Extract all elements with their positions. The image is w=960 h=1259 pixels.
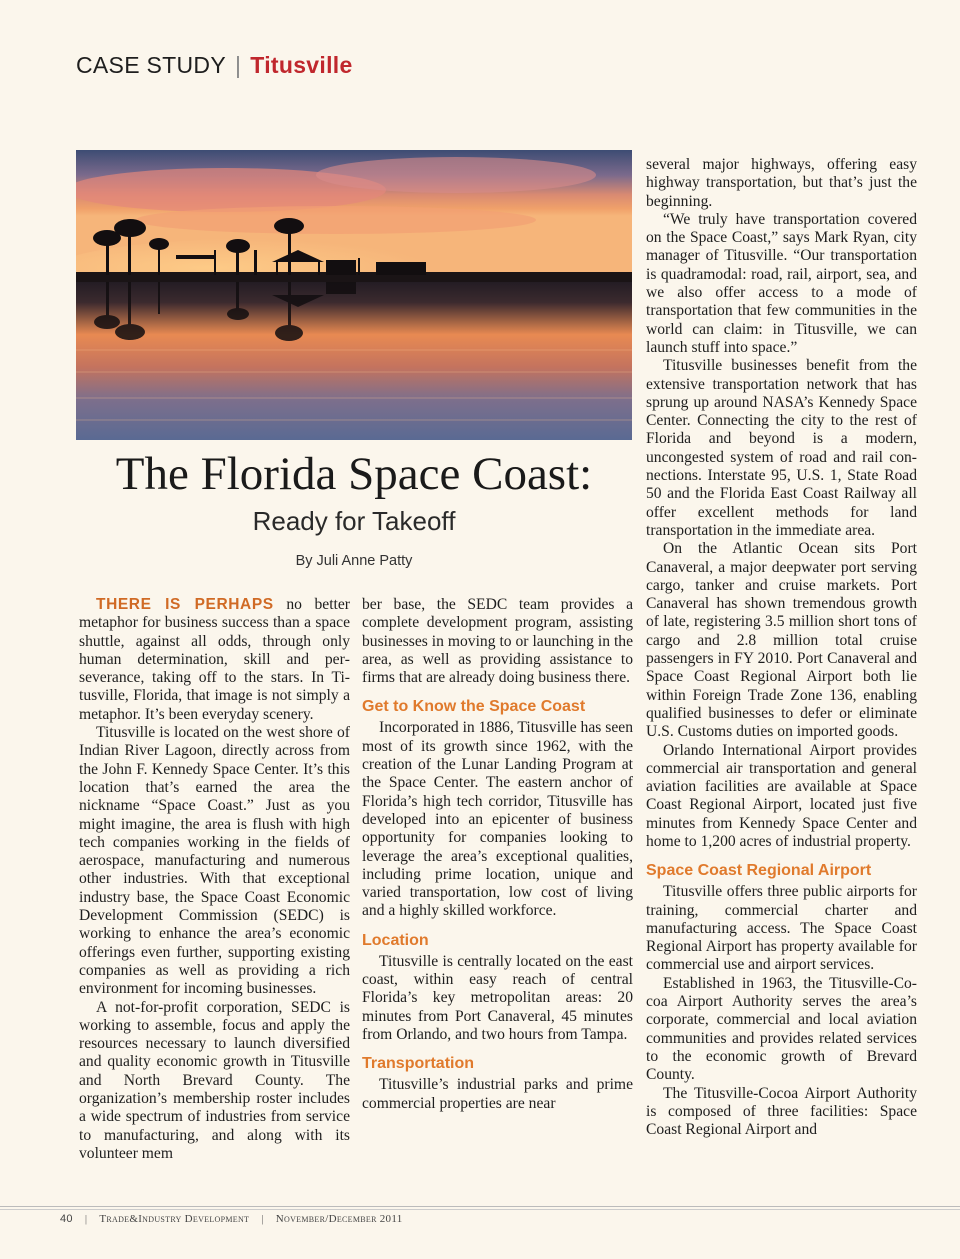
paragraph [79,596,350,724]
subhead: Get to Know the Space Coast [362,698,586,716]
paragraph: The Titusville-Cocoa Airport Authority is composed of three facilities: Space Coast Regional Airport and [646,1084,917,1139]
paragraph: Titusville offers three public airports for training, commercial charter and manufacturing access. The Space Coast Regional Airport has property available for commercial use and airport services. [646,883,917,974]
paragraph: Titusville is located on the west shore of Indian River Lagoon, directly across from the John F. Kennedy Space Center. It’s this location that’s earned the area the nickname “Space Coast.” Just as you might imagine, the area is flush with high tech companies working in the fields of aerospace, manufacturing and numerous other industries. With that exceptional industry base, the Space Coast Economic Development Commission (SEDC) is working to enhance the area’s economic offerings even further, supporting existing companies as well as providing a rich environment for incoming businesses. [79,724,350,998]
paragraph: A not-for-profit corporation, SEDC is working to assemble, focus and apply the resources necessary to launch diversified and quality economic growth in Titusville and North Brevard County. The organization’s membership roster includes a wide spectrum of industries from service to manufacturing, and along with its volunteer mem [79,998,350,1162]
section-label: CASE STUDY [76,52,226,78]
paragraph: Orlando International Airport provides commercial air transportation and general aviation facilities are available at Space Coast Regional Airport, located just five minutes from Kennedy Space Center and home to 1,200 acres of industrial property. [646,741,917,850]
article-column-1 [79,596,350,1163]
page-footer [60,1213,403,1225]
article-column-3 [646,156,917,1139]
subhead: Transportation [362,1055,475,1073]
paragraph: “We truly have transportation covered on the Space Coast,” says Mark Ryan, city manager of Titusville. “Our transportation is quadramodal: road, rail, airport, sea, and we also offer access to a mode of transportation that few communities in the world can claim: in Titusville, we can launch stuff into space.” [646,210,917,356]
issue-date: November/December 2011 [275,1213,403,1225]
header-separator: | [234,52,242,78]
paragraph: Titusville’s industrial parks and prime commercial properties are near [362,1076,633,1112]
lead-in: THERE IS PERHAPS [96,596,274,613]
footer-separator: | [84,1213,88,1225]
paragraph-text: no better metaphor for business success than a space shuttle, against all odds, through only human determination, skill and perseverance, taking off to the stars. In Titusville, Florida, that image is not simply a metaphor. It’s been everyday scenery. [79,596,350,723]
paragraph: Incorporated in 1886, Titusville has seen most of its growth since 1962, with the creation of the Lunar Landing Program at the Space Center. The eastern anchor of Florida’s high tech corridor, Titusville has developed into an epicenter of business opportunity for companies looking to leverage the area’s exceptional qualities, including prime location, unique and varied transportation, low cost of living and a highly skilled workforce. [362,719,633,920]
publication-name: Trade&Industry Development [99,1213,250,1225]
article-column-2 [362,596,633,1113]
footer-divider [0,1209,960,1210]
paragraph: ber base, the SEDC team provides a complete development program, assisting businesses in moving to or launching in the area, as well as providing assistance to firms that are already doing business there. [362,596,633,687]
article-subtitle: Ready for Takeoff [252,506,456,536]
footer-divider [0,1206,960,1207]
paragraph: On the Atlantic Ocean sits Port Canaveral, a major deepwater port serving cargo, tanker and cruise markets. Port Canaveral has shown tremendous growth of late, registering 3.5 million short tons of cargo and 2.8 million total cruise passengers in FY 2010. Port Canaveral and Space Coast Regional Airport both lie within Foreign Trade Zone 136, enabling qualified businesses to defer or eliminate U.S. Customs duties on imported goods. [646,540,917,741]
subhead: Location [362,931,429,949]
article-title: The Florida Space Coast: [115,448,593,500]
page-number: 40 [60,1213,73,1225]
paragraph: Established in 1963, the Titusville-Cocoa Airport Authority serves the area’s corporate, commercial and local aviation communities and provides related services to the economic growth of Brevard County. [646,974,917,1084]
header-city: Titusville [250,52,353,78]
subhead: Space Coast Regional Airport [646,862,872,880]
article-byline: By Juli Anne Patty [295,553,413,569]
paragraph: Titusville is centrally located on the east coast, within easy reach of central Florida’s key metropolitan areas: 20 minutes from Port Canaveral, 45 minutes from Orlando, and two hours from Tampa. [362,952,633,1043]
paragraph: Titusville businesses benefit from the extensive transportation network that has sprung up around NASA’s Kennedy Space Center. Connecting the city to the rest of Florida and beyond is a modern, uncongested system of road and rail connections. Interstate 95, U.S. 1, State Road 50 and the Florida East Coast Railway all offer excellent methods for land transportation in the immediate area. [646,357,917,539]
paragraph: several major highways, offering easy highway transportation, but that’s just the beginning. [646,156,917,210]
section-header [76,52,353,79]
sunset-palm-reflection-photo [76,150,632,440]
footer-separator: | [261,1213,264,1225]
